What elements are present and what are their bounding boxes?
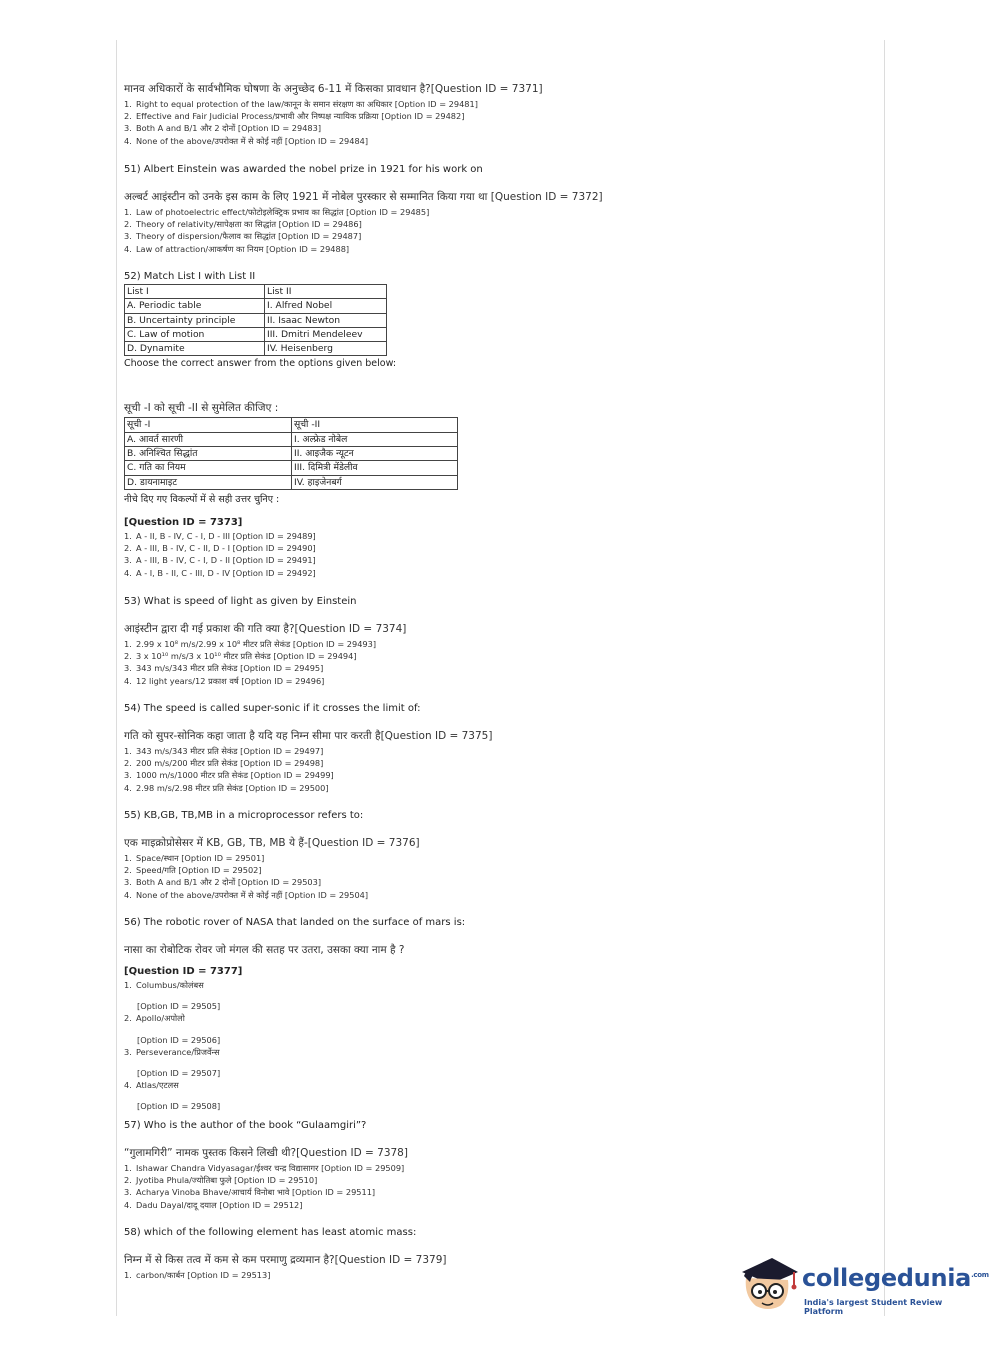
question-57-hindi: “गुलामगिरी” नामक पुस्तक किसने लिखी थी?[Question ID = 7378] xyxy=(124,1147,408,1159)
option-item xyxy=(124,769,884,781)
question-50 xyxy=(124,82,884,147)
option-number: 1. xyxy=(124,530,132,541)
option-text: 343 m/s/343 मीटर प्रति सेकंड [Option ID = 29497] xyxy=(136,746,324,756)
match-cell-list-2: III. Dmitri Mendeleev xyxy=(265,327,387,341)
option-number: 4. xyxy=(124,567,132,578)
match-row xyxy=(125,418,458,432)
option-item xyxy=(124,554,884,566)
match-cell-list-2: I. अल्फ्रेड नोबेल xyxy=(292,432,458,446)
question-52-id: [Question ID = 7373] xyxy=(124,516,243,528)
question-52-english: 52) Match List I with List II xyxy=(124,271,256,282)
question-53-options xyxy=(124,638,884,687)
match-cell-list-1: B. अनिश्चित सिद्धांत xyxy=(125,447,292,461)
match-row xyxy=(125,461,458,475)
option-id: [Option ID = 29507] xyxy=(137,1068,221,1079)
question-51-options xyxy=(124,206,884,255)
option-text: 3 x 10¹⁰ m/s/3 x 10¹⁰ मीटर प्रति सेकंड [Option ID = 29494] xyxy=(136,651,357,662)
option-text: Theory of dispersion/फैलाव का सिद्धांत [Option ID = 29487] xyxy=(136,231,362,242)
option-item xyxy=(124,206,884,218)
option-text: Perseverance/प्रिजर्वेन्स xyxy=(136,1046,220,1057)
option-text: 2.99 x 10⁸ m/s/2.99 x 10⁸ मीटर प्रति सेकंड [Option ID = 29493] xyxy=(136,639,377,649)
question-55-options xyxy=(124,852,884,901)
option-number: 2. xyxy=(124,1013,132,1024)
option-number: 3. xyxy=(124,231,132,242)
match-cell-list-2: II. आइजैक न्यूटन xyxy=(292,447,458,461)
option-text: A - II, B - IV, C - I, D - III [Option ID = 29489] xyxy=(136,530,316,541)
option-text: Effective and Fair Judicial Process/प्रभावी और निष्पक्ष न्यायिक प्रक्रिया [Option ID = 29482] xyxy=(136,111,465,122)
question-58-hindi: निम्न में से किस तत्व में कम से कम परमाणु द्रव्यमान है?[Question ID = 7379] xyxy=(124,1254,447,1266)
option-text: Speed/गति [Option ID = 29502] xyxy=(136,865,262,876)
question-55-english: 55) KB,GB, TB,MB in a microprocessor refers to: xyxy=(124,810,364,821)
option-text: Both A and B/1 और 2 दोनों [Option ID = 29503] xyxy=(136,877,322,888)
option-item xyxy=(124,1162,884,1174)
option-number: 4. xyxy=(124,675,132,686)
option-item xyxy=(124,675,884,687)
match-cell-list-2: III. दिमित्री मेंडेलीव xyxy=(292,461,458,475)
match-cell-list-2: I. Alfred Nobel xyxy=(265,299,387,313)
option-item xyxy=(124,782,884,794)
match-row xyxy=(125,447,458,461)
brand-tagline: India's largest Student Review Platform xyxy=(804,1298,943,1316)
match-cell-list-1: D. Dynamite xyxy=(125,342,265,356)
option-number: 3. xyxy=(124,123,132,134)
option-item xyxy=(124,110,884,122)
collegedunia-logo[interactable] xyxy=(738,1252,989,1316)
option-item xyxy=(124,1079,884,1112)
match-table-hindi xyxy=(124,417,458,489)
option-number: 4. xyxy=(124,135,132,146)
option-text: 12 light years/12 प्रकाश वर्ष [Option ID = 29496] xyxy=(136,675,325,686)
question-57-options xyxy=(124,1162,884,1211)
option-item xyxy=(124,979,884,1012)
option-item xyxy=(124,122,884,134)
option-text: Apollo/अपोलो xyxy=(136,1013,185,1024)
option-text: Theory of relativity/सापेक्षता का सिद्धांत [Option ID = 29486] xyxy=(136,219,362,230)
option-item xyxy=(124,542,884,554)
question-52-instruction-hindi: नीचे दिए गए विकल्पों में से सही उत्तर चुनिए : xyxy=(124,493,280,505)
option-text: Acharya Vinoba Bhave/आचार्य विनोबा भावे [Option ID = 29511] xyxy=(136,1187,376,1198)
option-item xyxy=(124,864,884,876)
match-cell-list-1: C. गति का नियम xyxy=(125,461,292,475)
match-row xyxy=(125,285,387,299)
mascot-icon xyxy=(738,1252,800,1314)
option-item xyxy=(124,230,884,242)
option-number: 3. xyxy=(124,770,132,781)
brand-name: collegedunia$^{.com}$ xyxy=(802,1264,989,1292)
option-item xyxy=(124,1174,884,1186)
option-number: 4. xyxy=(124,889,132,900)
option-number: 4. xyxy=(124,1199,132,1210)
option-number: 3. xyxy=(124,1187,132,1198)
question-52 xyxy=(124,271,884,579)
question-53-hindi: आइंस्टीन द्वारा दी गई प्रकाश की गति क्या है?[Question ID = 7374] xyxy=(124,623,407,635)
question-52-instruction-english: Choose the correct answer from the options given below: xyxy=(124,358,397,370)
option-text: Dadu Dayal/दादू दयाल [Option ID = 29512] xyxy=(136,1199,303,1210)
match-cell-list-2: सूची -II xyxy=(292,418,458,432)
question-54-english: 54) The speed is called super-sonic if it crosses the limit of: xyxy=(124,703,421,714)
question-57 xyxy=(124,1120,884,1211)
option-item xyxy=(124,745,884,757)
option-number: 1. xyxy=(124,853,132,863)
option-number: 1. xyxy=(124,1163,132,1173)
option-number: 4. xyxy=(124,243,132,254)
match-row xyxy=(125,342,387,356)
match-row xyxy=(125,327,387,341)
option-item xyxy=(124,638,884,650)
question-58-english: 58) which of the following element has least atomic mass: xyxy=(124,1227,417,1238)
question-54-options xyxy=(124,745,884,794)
match-row xyxy=(125,475,458,489)
question-53-english: 53) What is speed of light as given by Einstein xyxy=(124,596,357,607)
option-number: 4. xyxy=(124,782,132,793)
question-56-id: [Question ID = 7377] xyxy=(124,966,243,977)
option-text: Right to equal protection of the law/कानून के समान संरक्षण का अधिकार [Option ID = 29481] xyxy=(136,99,478,109)
match-cell-list-2: II. Isaac Newton xyxy=(265,313,387,327)
option-item xyxy=(124,1046,884,1079)
match-row xyxy=(125,299,387,313)
option-number: 1. xyxy=(124,746,132,756)
option-number: 4. xyxy=(124,1080,132,1091)
option-item xyxy=(124,1199,884,1211)
option-number: 2. xyxy=(124,219,132,230)
option-number: 2. xyxy=(124,651,132,662)
match-cell-list-1: List I xyxy=(125,285,265,299)
match-table-english xyxy=(124,284,387,356)
option-number: 1. xyxy=(124,1270,132,1280)
question-54 xyxy=(124,703,884,794)
brand-suffix: .com xyxy=(971,1271,989,1279)
match-cell-list-1: सूची -I xyxy=(125,418,292,432)
option-text: Jyotiba Phula/ज्योतिबा फुले [Option ID = 29510] xyxy=(136,1175,318,1186)
option-item xyxy=(124,650,884,662)
option-number: 1. xyxy=(124,639,132,649)
page-margin-right xyxy=(884,40,885,1316)
option-item xyxy=(124,530,884,542)
option-item xyxy=(124,243,884,255)
question-57-english: 57) Who is the author of the book “Gulaamgiri”? xyxy=(124,1120,367,1131)
option-text: None of the above/उपरोक्त में से कोई नहीं [Option ID = 29504] xyxy=(136,889,369,900)
option-number: 1. xyxy=(124,99,132,109)
option-text: Both A and B/1 और 2 दोनों [Option ID = 29483] xyxy=(136,123,322,134)
question-52-options xyxy=(124,530,884,579)
option-number: 2. xyxy=(124,758,132,769)
option-text: A - III, B - IV, C - II, D - I [Option ID = 29490] xyxy=(136,543,316,554)
option-number: 3. xyxy=(124,663,132,674)
question-51-english: 51) Albert Einstein was awarded the nobel prize in 1921 for his work on xyxy=(124,164,483,175)
option-item xyxy=(124,662,884,674)
option-number: 3. xyxy=(124,555,132,566)
option-item xyxy=(124,218,884,230)
page-margin-left xyxy=(116,40,117,1316)
option-item xyxy=(124,1186,884,1198)
option-text: Law of attraction/आकर्षण का नियम [Option ID = 29488] xyxy=(136,243,350,254)
option-number: 2. xyxy=(124,543,132,554)
option-text: A - III, B - IV, C - I, D - II [Option ID = 29491] xyxy=(136,555,316,566)
question-53 xyxy=(124,596,884,687)
option-item xyxy=(124,135,884,147)
match-cell-list-1: A. आवर्त सारणी xyxy=(125,432,292,446)
question-56-options xyxy=(124,979,884,1113)
option-number: 3. xyxy=(124,1046,132,1057)
option-id: [Option ID = 29505] xyxy=(137,1001,221,1012)
option-item xyxy=(124,852,884,864)
option-text: None of the above/उपरोक्त में से कोई नहीं [Option ID = 29484] xyxy=(136,135,369,146)
option-number: 2. xyxy=(124,111,132,122)
option-item xyxy=(124,876,884,888)
match-cell-list-2: List II xyxy=(265,285,387,299)
option-text: A - I, B - II, C - III, D - IV [Option ID = 29492] xyxy=(136,567,316,578)
option-number: 1. xyxy=(124,980,132,990)
question-50-options xyxy=(124,98,884,147)
option-text: carbon/कार्बन [Option ID = 29513] xyxy=(136,1270,271,1280)
option-text: 200 m/s/200 मीटर प्रति सेकंड [Option ID = 29498] xyxy=(136,758,324,769)
option-item xyxy=(124,98,884,110)
option-text: Law of photoelectric effect/फोटोइलेक्ट्रिक प्रभाव का सिद्धांत [Option ID = 29485] xyxy=(136,207,430,217)
option-number: 2. xyxy=(124,865,132,876)
question-54-hindi: गति को सुपर-सोनिक कहा जाता है यदि यह निम्न सीमा पार करती है[Question ID = 7375] xyxy=(124,730,493,742)
match-cell-list-1: D. डायनामाइट xyxy=(125,475,292,489)
option-id: [Option ID = 29506] xyxy=(137,1034,221,1045)
match-cell-list-1: A. Periodic table xyxy=(125,299,265,313)
question-56-hindi: नासा का रोबोटिक रोवर जो मंगल की सतह पर उतरा, उसका क्या नाम है ? xyxy=(124,944,405,956)
match-row xyxy=(125,313,387,327)
question-55 xyxy=(124,810,884,901)
match-cell-list-1: C. Law of motion xyxy=(125,327,265,341)
question-52-hindi: सूची -I को सूची -II से सुमेलित कीजिए : xyxy=(124,402,279,415)
option-number: 1. xyxy=(124,207,132,217)
option-number: 3. xyxy=(124,877,132,888)
match-cell-list-2: IV. हाइजेनबर्ग xyxy=(292,475,458,489)
option-item xyxy=(124,757,884,769)
option-text: Ishawar Chandra Vidyasagar/ईश्वर चन्द्र विद्यासागर [Option ID = 29509] xyxy=(136,1163,405,1173)
question-55-hindi: एक माइक्रोप्रोसेसर में KB, GB, TB, MB ये हैं-[Question ID = 7376] xyxy=(124,837,420,849)
option-text: Space/स्थान [Option ID = 29501] xyxy=(136,853,265,863)
option-text: 2.98 m/s/2.98 मीटर प्रति सेकंड [Option ID = 29500] xyxy=(136,782,329,793)
match-row xyxy=(125,432,458,446)
option-number: 2. xyxy=(124,1175,132,1186)
match-cell-list-2: IV. Heisenberg xyxy=(265,342,387,356)
question-56-english: 56) The robotic rover of NASA that landed on the surface of mars is: xyxy=(124,917,466,928)
option-text: 1000 m/s/1000 मीटर प्रति सेकंड [Option ID = 29499] xyxy=(136,770,334,781)
option-item xyxy=(124,889,884,901)
option-item xyxy=(124,1012,884,1045)
question-56 xyxy=(124,917,884,1113)
question-51-hindi: अल्बर्ट आइंस्टीन को उनके इस काम के लिए 1921 में नोबेल पुरस्कार से सम्मानित किया गया था [Question ID = 7372] xyxy=(124,191,603,203)
option-text: Columbus/कोलंबस xyxy=(136,980,204,990)
question-50-hindi: मानव अधिकारों के सार्वभौमिक घोषणा के अनुच्छेद 6-11 में किसका प्रावधान है?[Question ID = 7371] xyxy=(124,83,543,95)
match-cell-list-1: B. Uncertainty principle xyxy=(125,313,265,327)
option-text: Atlas/एटलस xyxy=(136,1080,179,1091)
question-51 xyxy=(124,164,884,255)
option-text: 343 m/s/343 मीटर प्रति सेकंड [Option ID = 29495] xyxy=(136,663,324,674)
option-id: [Option ID = 29508] xyxy=(137,1101,221,1112)
option-item xyxy=(124,567,884,579)
